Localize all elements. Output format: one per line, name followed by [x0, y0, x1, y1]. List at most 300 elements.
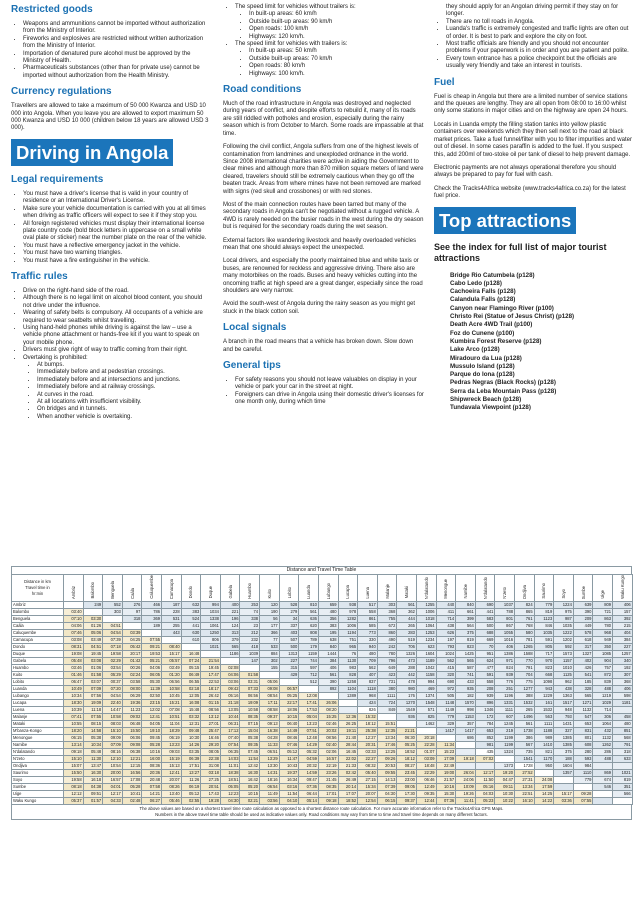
table-cell: 17:51: [181, 762, 201, 769]
table-cell: 547: [573, 713, 593, 720]
table-cell: 528: [279, 601, 299, 608]
table-cell: 12:31: [181, 720, 201, 727]
table-cell: [260, 671, 280, 678]
town-name: Ambriz: [70, 585, 76, 599]
table-cell: 951: [475, 650, 495, 657]
table-cell: 176: [397, 692, 417, 699]
table-row: [12, 783, 633, 790]
table-cell: 16:42: [240, 776, 260, 783]
table-cell: 824: [495, 664, 515, 671]
table-cell: 05:06: [260, 678, 280, 685]
table-cell: 07:24: [181, 657, 201, 664]
table-cell: 801: [573, 734, 593, 741]
table-cell: 12:17: [103, 790, 123, 797]
table-cell: 819: [456, 636, 476, 643]
table-cell: 706: [397, 643, 417, 650]
table-cell: 172: [475, 713, 495, 720]
table-cell: 1149: [436, 706, 456, 713]
table-cell: 04:33: [103, 797, 123, 804]
speed-limit-item: [235, 4, 424, 41]
table-cell: 08:56: [318, 734, 338, 741]
table-cell: 904: [593, 657, 613, 664]
table-cell: 12:23: [220, 790, 240, 797]
table-cell: 1363: [554, 692, 574, 699]
table-cell: 1229: [534, 692, 554, 699]
row-header-town: Benguela: [12, 615, 64, 622]
column-header-town: [436, 575, 456, 602]
table-cell: 03:32: [181, 713, 201, 720]
attraction-item: Lake Arco (p128): [450, 346, 500, 354]
table-cell: 253: [240, 601, 260, 608]
table-cell: [475, 762, 495, 769]
table-cell: 884: [260, 650, 280, 657]
table-cell: 426: [573, 664, 593, 671]
column-header-town: [613, 575, 633, 602]
table-row: [12, 678, 633, 685]
table-cell: 653: [573, 720, 593, 727]
table-cell: 805: [534, 643, 554, 650]
table-cell: 11:50: [475, 776, 495, 783]
table-cell: 19:37: [279, 769, 299, 776]
table-cell: [299, 685, 319, 692]
table-cell: 09:09: [103, 734, 123, 741]
table-cell: 1222: [554, 629, 574, 636]
table-cell: 14:22: [534, 797, 554, 804]
table-row: [12, 643, 633, 650]
table-cell: 1016: [495, 636, 515, 643]
table-cell: 17:47: [201, 671, 221, 678]
table-cell: 16:08: [181, 699, 201, 706]
table-cell: 779: [573, 776, 593, 783]
table-cell: 76: [338, 650, 358, 657]
table-cell: 12:12: [64, 790, 84, 797]
table-row: [12, 797, 633, 804]
table-cell: 561: [299, 608, 319, 615]
local-signals-text: A branch in the road means that a vehicle has broken down. Slow down and be careful.: [223, 339, 414, 353]
table-cell: [593, 797, 613, 804]
table-cell: [573, 783, 593, 790]
table-cell: 11:49: [260, 790, 280, 797]
table-cell: 17:43: [201, 790, 221, 797]
table-cell: 03:58: [122, 678, 142, 685]
table-cell: 04:30: [377, 790, 397, 797]
table-cell: [456, 762, 476, 769]
table-cell: 03:30: [83, 615, 103, 622]
table-cell: 02:55: [181, 797, 201, 804]
table-cell: 806: [201, 636, 221, 643]
column-header-town: [142, 575, 162, 602]
table-cell: 978: [338, 608, 358, 615]
table-cell: 09:02: [122, 713, 142, 720]
table-cell: 07:41: [64, 713, 84, 720]
table-cell: 04:06: [64, 622, 84, 629]
table-cell: 1255: [416, 601, 436, 608]
table-cell: 1170: [534, 755, 554, 762]
table-cell: 1549: [397, 706, 417, 713]
table-cell: 724: [377, 699, 397, 706]
table-cell: 21:33: [338, 762, 358, 769]
table-cell: 390: [573, 608, 593, 615]
table-cell: 731: [377, 678, 397, 685]
overtaking-rule-item: • Immediately before and at railway crossings.: [37, 384, 212, 391]
table-cell: 1104: [338, 685, 358, 692]
table-cell: 561: [397, 601, 417, 608]
table-cell: 779: [534, 601, 554, 608]
road-conditions-heading: Road conditions: [223, 84, 302, 96]
table-cell: 212: [240, 629, 260, 636]
table-cell: 1313: [279, 650, 299, 657]
table-cell: 74: [240, 608, 260, 615]
table-cell: 1006: [416, 608, 436, 615]
table-cell: 860: [377, 629, 397, 636]
row-header-town: Huambo: [12, 664, 64, 671]
column-header-town: [475, 575, 495, 602]
table-cell: 06:19: [181, 783, 201, 790]
table-cell: 02:29: [103, 657, 123, 664]
table-cell: 01:57: [83, 797, 103, 804]
table-cell: 04:38: [83, 783, 103, 790]
table-cell: 624: [475, 657, 495, 664]
table-cell: 561: [515, 720, 535, 727]
table-cell: 07:02: [475, 755, 495, 762]
table-cell: 1573: [554, 650, 574, 657]
table-cell: 653: [475, 727, 495, 734]
table-row: [12, 790, 633, 797]
table-cell: 1385: [554, 734, 574, 741]
table-cell: 968: [593, 629, 613, 636]
table-cell: 283: [397, 629, 417, 636]
table-cell: 552: [103, 601, 123, 608]
table-cell: 14:58: [83, 727, 103, 734]
traffic-rule-item: • Wearing of safety belts is compulsory. All occupants of a vehicle are required to wear seatbelts whilst travelling.: [23, 310, 212, 325]
table-row: [12, 776, 633, 783]
table-cell: 1123: [534, 615, 554, 622]
table-cell: 592: [554, 643, 574, 650]
table-cell: 16:00: [142, 755, 162, 762]
row-header-town: Gabela: [12, 657, 64, 664]
table-cell: 07:46: [64, 629, 84, 636]
table-cell: 29:20: [201, 741, 221, 748]
table-cell: 05:12: [279, 748, 299, 755]
town-name: Lobito: [286, 587, 292, 599]
speed-limit-label: The speed limit for vehicles with trailers is:: [235, 41, 348, 48]
table-cell: 05:42: [122, 643, 142, 650]
table-cell: 480: [358, 650, 378, 657]
general-tip-item: • Foreigners can drive in Angola using their domestic driver's licenses for one month only, during which time: [235, 392, 424, 407]
table-cell: 369: [142, 615, 162, 622]
table-cell: 638: [318, 636, 338, 643]
table-cell: 1132: [593, 734, 613, 741]
table-cell: 05:38: [83, 734, 103, 741]
table-cell: 05:57: [162, 657, 182, 664]
table-cell: 22:28: [416, 741, 436, 748]
town-name: Menongue: [443, 579, 449, 599]
table-cell: 161: [534, 699, 554, 706]
table-cell: 823: [456, 643, 476, 650]
row-header-town: Dondo: [12, 643, 64, 650]
table-cell: 761: [515, 615, 535, 622]
table-cell: 07:09: [83, 685, 103, 692]
table-cell: 20:02: [318, 727, 338, 734]
table-cell: 15:17: [554, 790, 574, 797]
table-cell: 444: [397, 615, 417, 622]
table-note-2: Numbers in the above travel time table should be used as indicative values only. Road conditions may vary from time to time and travel time depends on many different factors.: [155, 811, 488, 817]
column-header-town: [515, 575, 535, 602]
table-row: [12, 685, 633, 692]
table-cell: 05:37: [64, 797, 84, 804]
table-cell: 1202: [554, 636, 574, 643]
town-name: Saurimo: [541, 583, 547, 599]
column-header-town: [103, 575, 123, 602]
table-cell: 768: [515, 622, 535, 629]
table-row: [12, 769, 633, 776]
table-cell: 13:12: [201, 713, 221, 720]
table-cell: 16:18: [83, 776, 103, 783]
table-cell: 03:54: [103, 664, 123, 671]
table-cell: 10:15: [240, 790, 260, 797]
table-cell: [495, 755, 515, 762]
table-cell: 717: [534, 650, 554, 657]
table-cell: 751: [338, 636, 358, 643]
table-cell: 16:56: [122, 769, 142, 776]
table-cell: [593, 790, 613, 797]
table-cell: 08:56: [201, 706, 221, 713]
table-cell: 649: [377, 664, 397, 671]
table-cell: 07:58: [142, 783, 162, 790]
table-cell: 15:19: [162, 755, 182, 762]
table-cell: 18:12: [397, 755, 417, 762]
row-header-town: Lubango: [12, 692, 64, 699]
table-cell: 04:10: [279, 797, 299, 804]
table-cell: 779: [436, 713, 456, 720]
column-header-town: [181, 575, 201, 602]
table-cell: 320: [436, 671, 456, 678]
table-cell: 12:54: [358, 797, 378, 804]
table-cell: 09:11: [495, 783, 515, 790]
table-cell: 03:16: [279, 783, 299, 790]
table-cell: 801: [495, 615, 515, 622]
table-cell: 1039: [240, 650, 260, 657]
table-cell: 03:08: [83, 657, 103, 664]
table-cell: 31:08: [201, 762, 221, 769]
table-cell: 388: [515, 692, 535, 699]
table-cell: 15:10: [103, 727, 123, 734]
table-cell: 580: [515, 629, 535, 636]
table-cell: 721: [593, 608, 613, 615]
table-cell: 564: [456, 622, 476, 629]
table-cell: 407: [358, 671, 378, 678]
table-cell: 350: [593, 643, 613, 650]
table-cell: [456, 748, 476, 755]
table-cell: 380: [377, 685, 397, 692]
overtaking-rule-item: • Immediately before and at pedestrian crossings.: [37, 369, 212, 376]
table-cell: 03:49: [162, 664, 182, 671]
road-conditions-paragraph: Much of the road infrastructure in Angola was destroyed and neglected during years of conflict, and despite efforts to rebuild it, many of its roads are still riddled with potholes and erosion, especially during the rainy season which is from October to March. Some roads are impassable at that time.: [223, 101, 424, 137]
table-cell: 563: [534, 713, 554, 720]
town-name: Lucapa: [345, 585, 351, 599]
table-cell: 06:51: [260, 748, 280, 755]
table-cell: 972: [436, 685, 456, 692]
table-cell: 279: [279, 608, 299, 615]
attraction-item: Cachoeira Falls (p128): [450, 288, 516, 296]
table-cell: 12:41: [142, 713, 162, 720]
table-row: [12, 650, 633, 657]
table-cell: 19:09: [83, 699, 103, 706]
table-cell: 22:49: [436, 762, 456, 769]
town-name: Luena: [364, 587, 370, 599]
table-cell: 05:40: [358, 769, 378, 776]
table-row: [12, 762, 633, 769]
table-cell: 1357: [554, 769, 574, 776]
table-cell: [613, 706, 633, 713]
table-cell: 659: [318, 601, 338, 608]
table-cell: 1324: [495, 748, 515, 755]
table-cell: 1374: [416, 692, 436, 699]
table-cell: 06:35: [220, 748, 240, 755]
table-cell: 981: [475, 741, 495, 748]
table-cell: 17:41: [299, 699, 319, 706]
table-cell: 196: [220, 615, 240, 622]
table-cell: 821: [534, 748, 554, 755]
table-cell: 02:50: [142, 692, 162, 699]
table-cell: 823: [534, 664, 554, 671]
table-cell: 09:48: [181, 727, 201, 734]
column-header-town: [456, 575, 476, 602]
table-cell: 04:06: [142, 664, 162, 671]
table-row: [12, 671, 633, 678]
fuel-paragraph: Check the Tracks4Africa website (www.tracks4africa.co.za) for the latest fuel price.: [434, 185, 626, 200]
table-cell: 11:41: [456, 797, 476, 804]
table-cell: 435: [475, 748, 495, 755]
town-name: Uige: [600, 590, 606, 599]
table-cell: 839: [593, 678, 613, 685]
legal-requirements-heading: Legal requirements: [11, 173, 104, 185]
table-cell: 399: [456, 615, 476, 622]
table-cell: 384: [613, 636, 633, 643]
table-cell: 808: [299, 629, 319, 636]
table-cell: 568: [613, 734, 633, 741]
row-header-town: Sumbe: [12, 783, 64, 790]
table-cell: 08:26: [162, 783, 182, 790]
table-cell: 04:30: [220, 797, 240, 804]
table-cell: 712: [299, 671, 319, 678]
table-cell: 06:38: [122, 748, 142, 755]
speed-limit-value: • In built-up areas: 60 km/h: [249, 11, 424, 18]
distance-time-table: [11, 566, 632, 820]
table-cell: 05:06: [83, 629, 103, 636]
table-cell: 585: [358, 622, 378, 629]
table-cell: 10:58: [240, 706, 260, 713]
table-cell: 368: [613, 678, 633, 685]
table-cell: [397, 720, 417, 727]
table-cell: 626: [436, 629, 456, 636]
table-cell: 07:54: [220, 741, 240, 748]
table-cell: [593, 762, 613, 769]
table-cell: 1327: [573, 650, 593, 657]
table-cell: 13:05: [220, 706, 240, 713]
table-cell: 440: [436, 601, 456, 608]
table-cell: 840: [318, 643, 338, 650]
table-cell: 27:52: [515, 769, 535, 776]
traffic-rules-list: [11, 288, 212, 421]
table-cell: 09:18: [64, 748, 84, 755]
table-cell: 583: [475, 615, 495, 622]
table-cell: 11:23: [122, 706, 142, 713]
table-cell: 1417: [456, 727, 476, 734]
table-cell: 23:00: [397, 776, 417, 783]
table-cell: 473: [397, 657, 417, 664]
table-cell: 16:34: [279, 776, 299, 783]
table-cell: 07:51: [299, 727, 319, 734]
legal-requirements-list: [11, 191, 212, 265]
table-cell: 317: [573, 643, 593, 650]
table-cell: 11:26: [181, 776, 201, 783]
table-cell: [201, 650, 221, 657]
table-cell: 469: [416, 685, 436, 692]
table-cell: 215: [613, 622, 633, 629]
table-cell: 1738: [515, 727, 535, 734]
table-cell: 623: [416, 643, 436, 650]
table-cell: 02:46: [318, 720, 338, 727]
column-header-town: [554, 575, 574, 602]
table-cell: 08:05: [201, 748, 221, 755]
table-row: [12, 615, 633, 622]
table-cell: 598: [613, 692, 633, 699]
table-cell: [436, 734, 456, 741]
table-cell: 950: [534, 762, 554, 769]
table-cell: 438: [554, 685, 574, 692]
table-cell: 12:41: [162, 769, 182, 776]
table-cell: 120: [260, 601, 280, 608]
table-cell: 406: [613, 685, 633, 692]
table-cell: 633: [613, 755, 633, 762]
legal-requirement-item: • You must have two warning triangles.: [23, 250, 212, 257]
general-tip-item: they should apply for an Angolan driving permit if they stay on for longer.: [446, 4, 619, 18]
table-cell: 18:29: [162, 727, 182, 734]
attraction-item: Shipwreck Beach (p128): [450, 395, 522, 403]
table-cell: 15:23: [436, 748, 456, 755]
table-cell: 02:21: [240, 797, 260, 804]
table-cell: 10:55: [64, 720, 84, 727]
table-cell: 1130: [338, 657, 358, 664]
table-cell: 04:05: [142, 720, 162, 727]
road-conditions-paragraph: Most of the main connection routes have been tarred but many of the secondary roads in Angola can't be negotiated without a rugged vehicle. A 4WD is rarely needed on the busier roads in the west during the dry season but is required for the secondary roads during the wet season.: [223, 201, 424, 231]
table-cell: 20:32: [299, 762, 319, 769]
attraction-item: Bridge Rio Catumbela (p128): [450, 271, 535, 279]
table-cell: [64, 601, 84, 608]
table-cell: 155: [260, 664, 280, 671]
table-cell: 578: [573, 629, 593, 636]
table-cell: 1338: [201, 615, 221, 622]
table-cell: 20:48: [142, 776, 162, 783]
table-cell: 13:14: [64, 741, 84, 748]
table-cell: 26:25: [338, 720, 358, 727]
table-cell: 15:07: [64, 762, 84, 769]
overtaking-sublist: [23, 362, 212, 421]
table-cell: 08:35: [318, 783, 338, 790]
table-cell: 1385: [554, 741, 574, 748]
table-cell: 06:57: [279, 685, 299, 692]
table-cell: 280: [573, 748, 593, 755]
table-cell: 11:34: [436, 741, 456, 748]
table-cell: 03:36: [554, 797, 574, 804]
table-cell: 11:47: [279, 755, 299, 762]
table-cell: 562: [436, 657, 456, 664]
table-cell: 531: [162, 615, 182, 622]
table-cell: 788: [495, 608, 515, 615]
table-cell: 08:18: [64, 783, 84, 790]
table-cell: [534, 769, 554, 776]
